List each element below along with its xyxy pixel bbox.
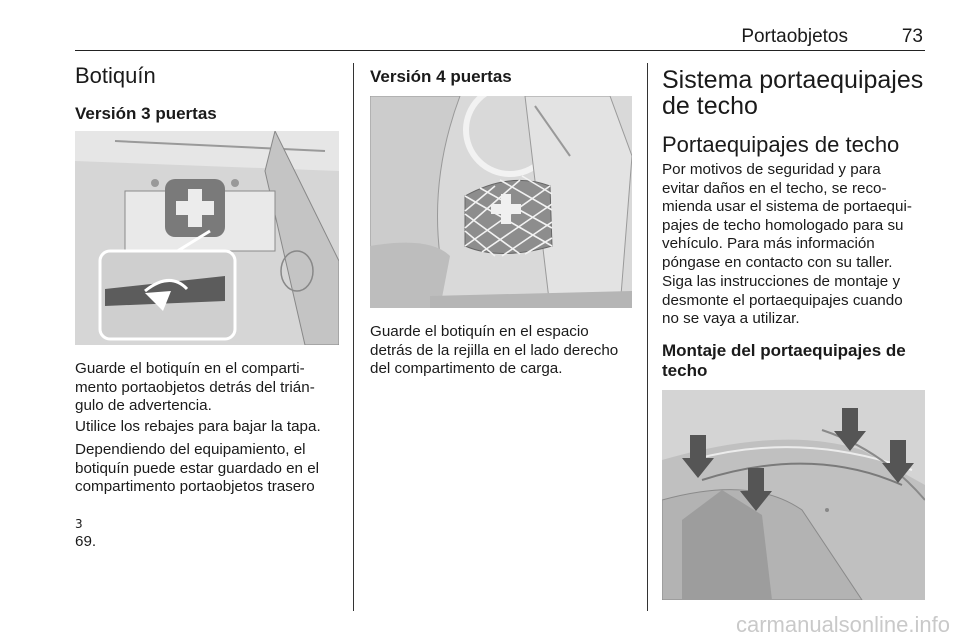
column-divider-1 [353, 63, 354, 611]
paragraph-roof-rack-2: Siga las instrucciones de montaje y desmonte el portaequipajes cuando no se vaya a utilizar. [662, 273, 903, 328]
subtitle-portaequipajes: Portaequipajes de techo [662, 132, 900, 157]
subtitle-3-puertas: Versión 3 puertas [75, 104, 217, 123]
figure-3-door-first-aid [75, 131, 339, 345]
section-title-botiquin: Botiquín [75, 63, 156, 88]
page-reference-link[interactable]: 69. [75, 533, 97, 551]
page-reference [75, 496, 345, 552]
subtitle-4-puertas: Versión 4 puertas [370, 67, 512, 86]
column-divider-2 [647, 63, 648, 611]
heading-roof-rack-mounting: Montaje del portaequipajes de techo [662, 341, 906, 380]
paragraph-4-door: Guarde el botiquín en el espacio detrás de la rejilla en el lado derecho del compartimento de carga. [370, 323, 619, 378]
figure-4-door-first-aid [370, 96, 632, 308]
section-title-roof-rack: Sistema portaequipajes de techo [662, 66, 924, 120]
paragraph-3-door-3: Dependiendo del equipamiento, el botiquín puede estar guardado en el compartimento portaobjetos trasero [75, 441, 320, 496]
header-divider [75, 50, 925, 51]
paragraph-3-door-2: Utilice los rebajes para bajar la tapa. [75, 418, 321, 435]
page-number: 73 [901, 26, 923, 47]
running-header-section: Portaobjetos [741, 26, 848, 47]
watermark: carmanualsonline.info [735, 612, 950, 637]
paragraph-3-door-1: Guarde el botiquín en el comparti- mento portaobjetos detrás del trián- gulo de advertencia. [75, 360, 315, 415]
page-reference-arrow-icon: 3 [75, 516, 83, 531]
figure-roof-rack [662, 390, 925, 600]
paragraph-roof-rack-1: Por motivos de seguridad y para evitar daños en el techo, se reco- mienda usar el sistema de portaequi- pajes de techo homologado para su vehículo. Para más información póngase en contacto con su taller. [662, 161, 912, 271]
